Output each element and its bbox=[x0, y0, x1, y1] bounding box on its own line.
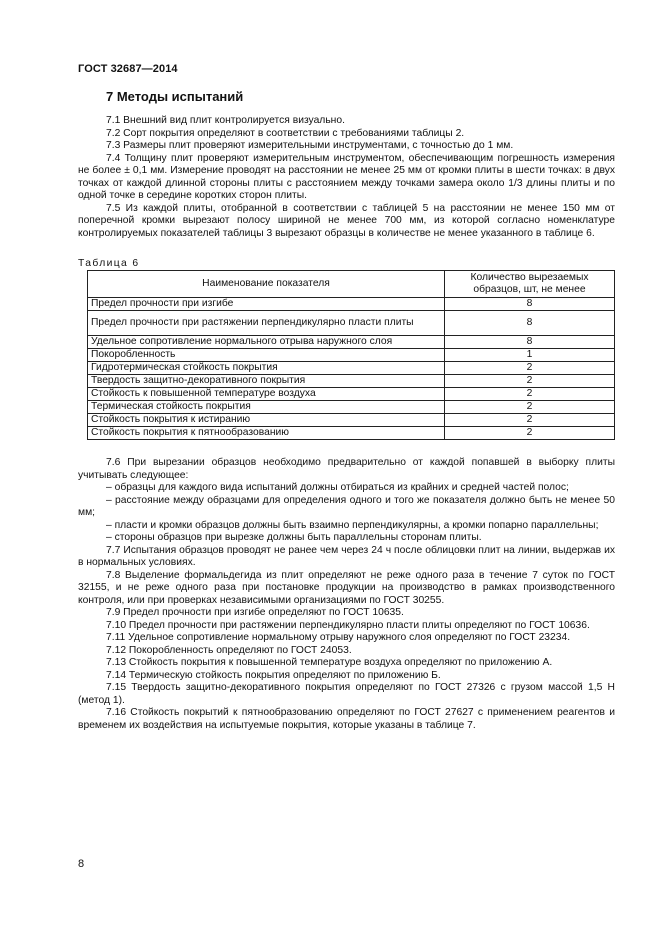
table-row bbox=[88, 311, 615, 336]
row-name-cell: Стойкость покрытия к пятнообразованию bbox=[88, 427, 445, 440]
table-row bbox=[88, 375, 615, 388]
paragraph-7-15: 7.15 Твердость защитно-декоративного покрытия определяют по ГОСТ 27326 с грузом массой 1,5 Н (метод 1). bbox=[78, 682, 615, 706]
standard-header: ГОСТ 32687—2014 bbox=[78, 63, 178, 75]
table-row bbox=[88, 349, 615, 362]
section-title: 7 Методы испытаний bbox=[106, 89, 244, 104]
column-header-name: Наименование показателя bbox=[88, 271, 445, 298]
page-number: 8 bbox=[78, 858, 85, 870]
table-6 bbox=[87, 270, 615, 440]
table-row bbox=[88, 362, 615, 375]
row-count-cell: 8 bbox=[445, 336, 615, 349]
row-count-cell: 2 bbox=[445, 375, 615, 388]
table-header-row bbox=[88, 271, 615, 298]
row-count-cell: 8 bbox=[445, 298, 615, 311]
table-row bbox=[88, 427, 615, 440]
paragraph-7-12: 7.12 Покоробленность определяют по ГОСТ 24053. bbox=[106, 644, 352, 656]
paragraph-7-8: 7.8 Выделение формальдегида из плит определяют не реже одного раза в течение 7 суток по ГОСТ 32155, и не реже одного раза при постановке продукции на производство в рамках производственного контроля, или при проверках независимыми организациями по ГОСТ 30255. bbox=[78, 569, 615, 606]
paragraph-7-16: 7.16 Стойкость покрытий к пятнообразованию определяют по ГОСТ 27627 с применением реагентов и временем их воздействия на испытуемые покрытия, которые указаны в таблице 7. bbox=[78, 707, 615, 731]
table-row bbox=[88, 336, 615, 349]
list-item: – стороны образцов при вырезке должны быть параллельны сторонам плиты. bbox=[106, 532, 482, 543]
section-text-bottom bbox=[78, 457, 615, 732]
table-row bbox=[88, 388, 615, 401]
row-name-cell: Удельное сопротивление нормального отрыва наружного слоя bbox=[88, 336, 445, 349]
row-count-cell: 2 bbox=[445, 388, 615, 401]
list-item: – расстояние между образцами для определения одного и того же показателя должно быть не менее 50 мм; bbox=[78, 494, 615, 518]
paragraph-7-13: 7.13 Стойкость покрытия к повышенной температуре воздуха определяют по приложению А. bbox=[106, 657, 553, 668]
table-row bbox=[88, 298, 615, 311]
paragraph-7-10: 7.10 Предел прочности при растяжении перпендикулярно пласти плиты определяют по ГОСТ 10636. bbox=[106, 619, 590, 631]
row-name-cell: Гидротермическая стойкость покрытия bbox=[88, 362, 445, 375]
paragraph-7-9: 7.9 Предел прочности при изгибе определяют по ГОСТ 10635. bbox=[106, 607, 404, 618]
row-name-cell: Предел прочности при растяжении перпендикулярно пласти плиты bbox=[88, 311, 445, 336]
row-count-cell: 8 bbox=[445, 311, 615, 336]
row-name-cell: Предел прочности при изгибе bbox=[88, 298, 445, 311]
table-caption: Таблица 6 bbox=[78, 258, 140, 269]
section-text-top bbox=[78, 115, 615, 240]
row-name-cell: Твердость защитно-декоративного покрытия bbox=[88, 375, 445, 388]
table-row bbox=[88, 414, 615, 427]
paragraph-7-6: 7.6 При вырезании образцов необходимо предварительно от каждой попавшей в выборку плиты учитывать следующее: bbox=[78, 457, 615, 481]
paragraph-7-14: 7.14 Термическую стойкость покрытия определяют по приложению Б. bbox=[106, 669, 441, 681]
row-name-cell: Стойкость покрытия к истиранию bbox=[88, 414, 445, 427]
paragraph-7-4: 7.4 Толщину плит проверяют измерительным инструментом, обеспечивающим погрешность измерения не более ± 0,1 мм. Измерение проводят на расстоянии не менее 25 мм от кромки плиты в шести точках: в двух точках от каждой длинной стороны плиты с расстоянием между точками замера около 1/3 длины плиты и по одной точке в середине коротких сторон плиты. bbox=[78, 152, 615, 201]
paragraph-7-7: 7.7 Испытания образцов проводят не ранее чем через 24 ч после облицовки плит на линии, выдержав их в нормальных условиях. bbox=[78, 544, 615, 568]
row-name-cell: Термическая стойкость покрытия bbox=[88, 401, 445, 414]
column-header-count: Количество вырезаемых образцов, шт, не менее bbox=[445, 271, 615, 298]
list-item: – образцы для каждого вида испытаний должны отбираться из крайних и средней частей полос; bbox=[106, 482, 569, 493]
paragraph-7-1: 7.1 Внешний вид плит контролируется визуально. bbox=[106, 115, 345, 126]
row-count-cell: 1 bbox=[445, 349, 615, 362]
paragraph-7-5: 7.5 Из каждой плиты, отобранной в соответствии с таблицей 5 на расстоянии не менее 150 мм от поперечной кромки вырезают полосу шириной не менее 700 мм, из которой согласно номенклатуре контролируемых показателей таблицы 3 вырезают образцы в количестве не менее указанного в таблице 6. bbox=[78, 202, 615, 239]
row-name-cell: Покоробленность bbox=[88, 349, 445, 362]
row-count-cell: 2 bbox=[445, 362, 615, 375]
row-count-cell: 2 bbox=[445, 427, 615, 440]
row-count-cell: 2 bbox=[445, 414, 615, 427]
paragraph-7-11: 7.11 Удельное сопротивление нормальному отрыву наружного слоя определяют по ГОСТ 23234. bbox=[106, 632, 571, 643]
list-item: – пласти и кромки образцов должны быть взаимно перпендикулярны, а кромки попарно параллельны; bbox=[106, 519, 599, 531]
row-count-cell: 2 bbox=[445, 401, 615, 414]
paragraph-7-2: 7.2 Сорт покрытия определяют в соответствии с требованиями таблицы 2. bbox=[106, 127, 465, 139]
paragraph-7-3: 7.3 Размеры плит проверяют измерительными инструментами, с точностью до 1 мм. bbox=[106, 140, 514, 151]
table-row bbox=[88, 401, 615, 414]
row-name-cell: Стойкость к повышенной температуре воздуха bbox=[88, 388, 445, 401]
